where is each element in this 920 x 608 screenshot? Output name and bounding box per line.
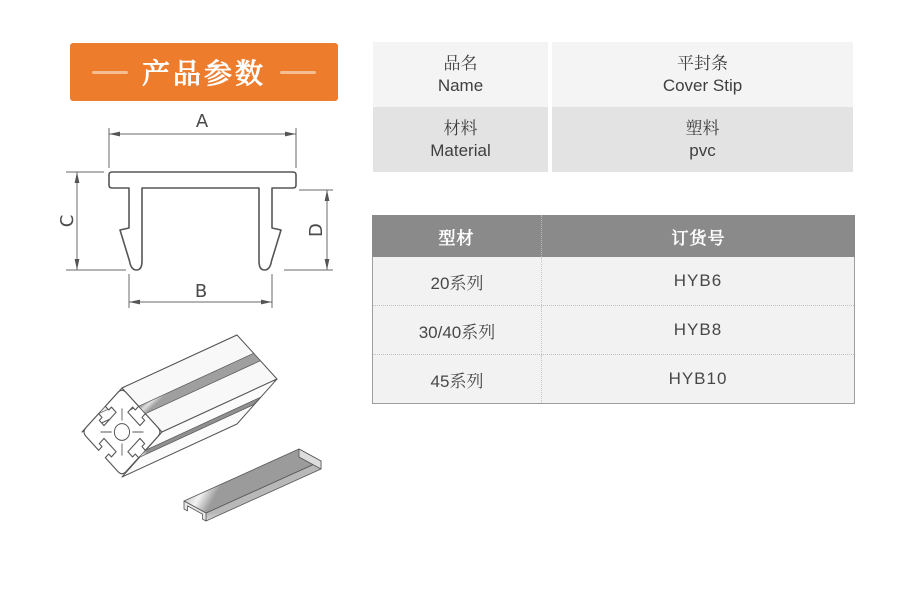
order-row-45 (373, 354, 854, 403)
spec-value-material (552, 107, 853, 172)
banner-left-dash (92, 71, 128, 74)
section-banner (70, 43, 338, 101)
cover-strip-top-face (184, 449, 321, 513)
order-row-3040 (373, 305, 854, 354)
dim-c-arrow-top (75, 172, 80, 183)
order-profile-20: 20系列 (373, 257, 542, 305)
extrusion-isometric-illustration (58, 325, 343, 560)
order-code-hyb10: HYB10 (668, 369, 728, 388)
cover-strip-dimension-drawing (50, 98, 350, 316)
spec-label-material-en: Material (430, 140, 491, 160)
dim-label-d: D (306, 223, 327, 237)
spec-label-material (373, 107, 548, 172)
dim-label-a: A (195, 111, 209, 132)
spec-value-name (552, 42, 853, 107)
section-title: 产品参数 (141, 58, 266, 89)
spec-table (373, 42, 853, 172)
spec-row-material (373, 107, 853, 172)
dim-label-c: C (57, 214, 78, 228)
dim-b-arrow-left (129, 300, 140, 305)
dim-d-arrow-top (325, 190, 330, 201)
dim-d-arrow-bottom (325, 259, 330, 270)
banner-right-dash (280, 71, 316, 74)
spec-value-name-en: Cover Stip (662, 75, 743, 95)
dim-b-arrow-right (261, 300, 272, 305)
order-code-hyb6: HYB6 (673, 271, 723, 290)
spec-value-material-zh: 塑料 (685, 118, 720, 138)
order-row-20 (373, 257, 854, 305)
cover-strip-profile-outline (109, 172, 296, 270)
spec-value-material-en: pvc (689, 140, 716, 160)
order-table-header (372, 215, 855, 257)
order-profile-3040: 30/40系列 (373, 306, 542, 354)
dim-a-arrow-right (285, 132, 296, 137)
spec-value-name-zh: 平封条 (677, 53, 728, 73)
dimension-a (109, 128, 296, 168)
spec-label-name-zh: 品名 (443, 53, 478, 73)
order-header-order-no: 订货号 (671, 228, 726, 248)
dim-a-arrow-left (109, 132, 120, 137)
order-code-hyb8: HYB8 (673, 320, 723, 339)
dim-label-b: B (194, 281, 208, 302)
order-profile-45: 45系列 (373, 355, 542, 403)
spec-label-name-en: Name (437, 75, 484, 95)
dim-c-arrow-bottom (75, 259, 80, 270)
order-table (372, 215, 855, 404)
order-table-body (372, 257, 855, 404)
spec-row-name (373, 42, 853, 107)
spec-label-name (373, 42, 548, 107)
order-header-profile: 型材 (372, 215, 542, 257)
spec-label-material-zh: 材料 (443, 118, 478, 138)
